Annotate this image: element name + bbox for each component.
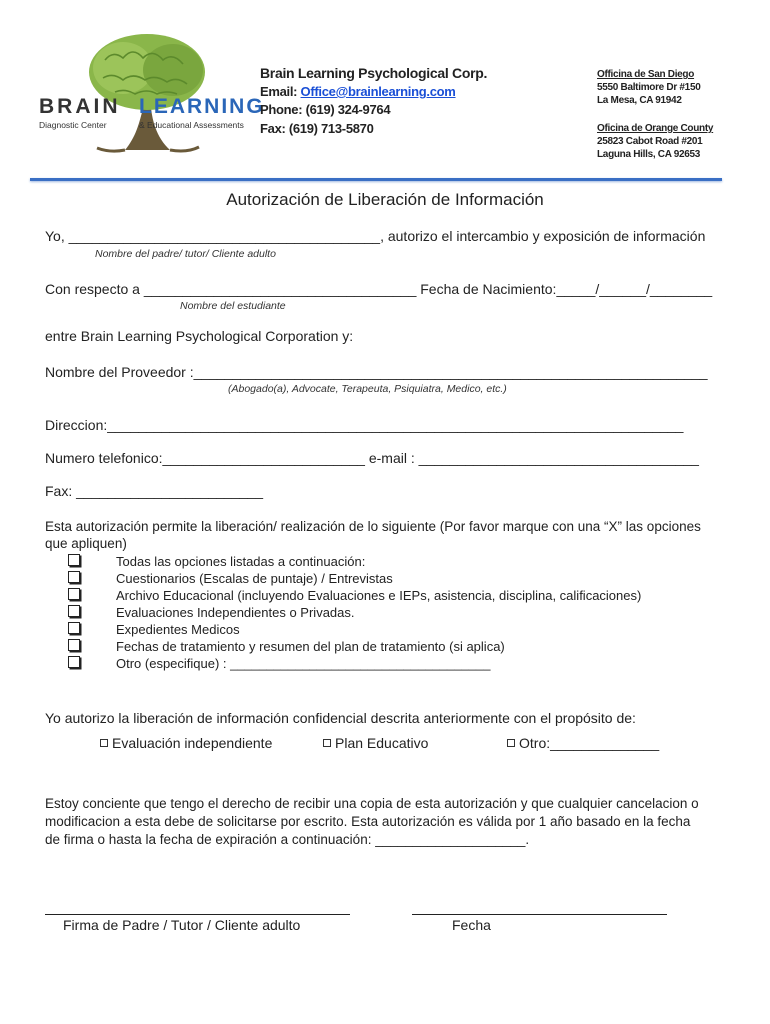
signature-label: Firma de Padre / Tutor / Cliente adulto — [63, 917, 301, 933]
checkbox-icon[interactable] — [68, 554, 80, 566]
form-title: Autorización de Liberación de Información — [226, 190, 544, 209]
entre-line: entre Brain Learning Psychological Corporation y: — [45, 328, 354, 344]
company-name: Brain Learning Psychological Corp. — [260, 65, 488, 81]
telefono-line: Numero telefonico:__________________________ e-mail : ____________________________________ — [45, 450, 699, 466]
logo — [35, 30, 265, 155]
office-title: Officina de San Diego — [597, 69, 695, 80]
office-line1: 25823 Cabot Road #201 — [597, 136, 703, 147]
option-item[interactable]: Fechas de tratamiento y resumen del plan de tratamiento (si aplica) — [68, 638, 641, 655]
fax-line: Fax: ________________________ — [45, 483, 263, 499]
checkbox-icon[interactable] — [68, 605, 80, 617]
purpose-option-evaluacion[interactable]: Evaluación independiente — [100, 735, 272, 751]
checkbox-icon[interactable] — [68, 656, 80, 668]
office-line2: Laguna Hills, CA 92653 — [597, 149, 701, 160]
consciente-paragraph: Estoy conciente que tengo el derecho de recibir una copia de esta autorización y que cualquier cancelacion o modificacion a esta debe de solicitarse por escrito. Esta autorización es válida por 1 año basado en la fecha de firma o hasta la fecha de expiración a continuación: ____________________. — [45, 796, 699, 847]
brain-tree-icon — [35, 30, 250, 155]
email-field[interactable]: ____________________________________ — [418, 450, 699, 466]
option-item[interactable]: Cuestionarios (Escalas de puntaje) / Entrevistas — [68, 570, 641, 587]
brand-tagline-left: Diagnostic Center — [39, 120, 107, 130]
date-label: Fecha — [452, 917, 491, 933]
option-item[interactable]: Todas las opciones listadas a continuación: — [68, 553, 641, 570]
brand-tagline-right: & Educational Assessments — [139, 120, 244, 130]
provider-name-field[interactable]: __________________________________________________________________ — [193, 364, 708, 380]
option-item[interactable]: Otro (especifique) : ____________________________________ — [68, 655, 641, 672]
option-item[interactable]: Expedientes Medicos — [68, 621, 641, 638]
purpose-option-plan[interactable]: Plan Educativo — [323, 735, 428, 751]
parent-name-field[interactable]: ________________________________________ — [68, 228, 381, 244]
email-link[interactable]: Office@brainlearning.com — [300, 84, 456, 99]
purpose-option-otro[interactable]: Otro:______________ — [507, 735, 659, 751]
checkbox-icon[interactable] — [68, 588, 80, 600]
permite-paragraph: Esta autorización permite la liberación/ realización de lo siguiente (Por favor marque con una “X” las opciones que apliquen) — [45, 519, 701, 551]
respecto-hint: Nombre del estudiante — [180, 300, 286, 312]
fax-field[interactable]: ________________________ — [76, 483, 263, 499]
date-line[interactable] — [412, 914, 667, 915]
student-name-field[interactable]: ___________________________________ — [143, 281, 417, 297]
yo-line: Yo, ________________________________________, autorizo el intercambio y exposición de información — [45, 228, 706, 244]
option-item[interactable]: Evaluaciones Independientes o Privadas. — [68, 604, 641, 621]
office-san-diego — [597, 68, 700, 107]
address-field[interactable]: __________________________________________________________________________ — [107, 417, 684, 433]
phone-field[interactable]: __________________________ — [162, 450, 365, 466]
dob-field[interactable]: _____/______/________ — [556, 281, 713, 297]
checkbox-icon[interactable] — [68, 639, 80, 651]
option-item[interactable]: Archivo Educacional (incluyendo Evaluaciones e IEPs, asistencia, disciplina, calificaciones) — [68, 587, 641, 604]
respecto-line: Con respecto a ___________________________________ Fecha de Nacimiento:_____/______/________ — [45, 281, 713, 297]
header-divider — [30, 178, 722, 181]
company-phone: Phone: (619) 324-9764 — [260, 102, 391, 117]
proposito-line: Yo autorizo la liberación de información confidencial descrita anteriormente con el propósito de: — [45, 710, 636, 726]
company-fax: Fax: (619) 713-5870 — [260, 121, 374, 136]
company-block — [260, 65, 487, 139]
direccion-line: Direccion:__________________________________________________________________________ — [45, 417, 684, 433]
office-title: Oficina de Orange County — [597, 123, 714, 134]
checkbox-icon[interactable] — [323, 739, 331, 747]
office-line2: La Mesa, CA 91942 — [597, 95, 682, 106]
proveedor-hint: (Abogado(a), Advocate, Terapeuta, Psiquiatra, Medico, etc.) — [228, 383, 507, 395]
company-email-line — [260, 84, 487, 102]
checkbox-icon[interactable] — [100, 739, 108, 747]
office-orange-county — [597, 122, 713, 161]
brand-right: LEARNING — [139, 95, 265, 118]
office-line1: 5550 Baltimore Dr #150 — [597, 82, 701, 93]
proveedor-line: Nombre del Proveedor :__________________________________________________________________ — [45, 364, 708, 380]
checkbox-icon[interactable] — [68, 622, 80, 634]
checkbox-icon[interactable] — [507, 739, 515, 747]
checkbox-icon[interactable] — [68, 571, 80, 583]
email-label: Email: — [260, 84, 301, 99]
yo-hint: Nombre del padre/ tutor/ Cliente adulto — [95, 248, 276, 260]
brand-left: BRAIN — [39, 95, 121, 118]
options-list — [68, 553, 641, 672]
signature-line[interactable] — [45, 914, 350, 915]
